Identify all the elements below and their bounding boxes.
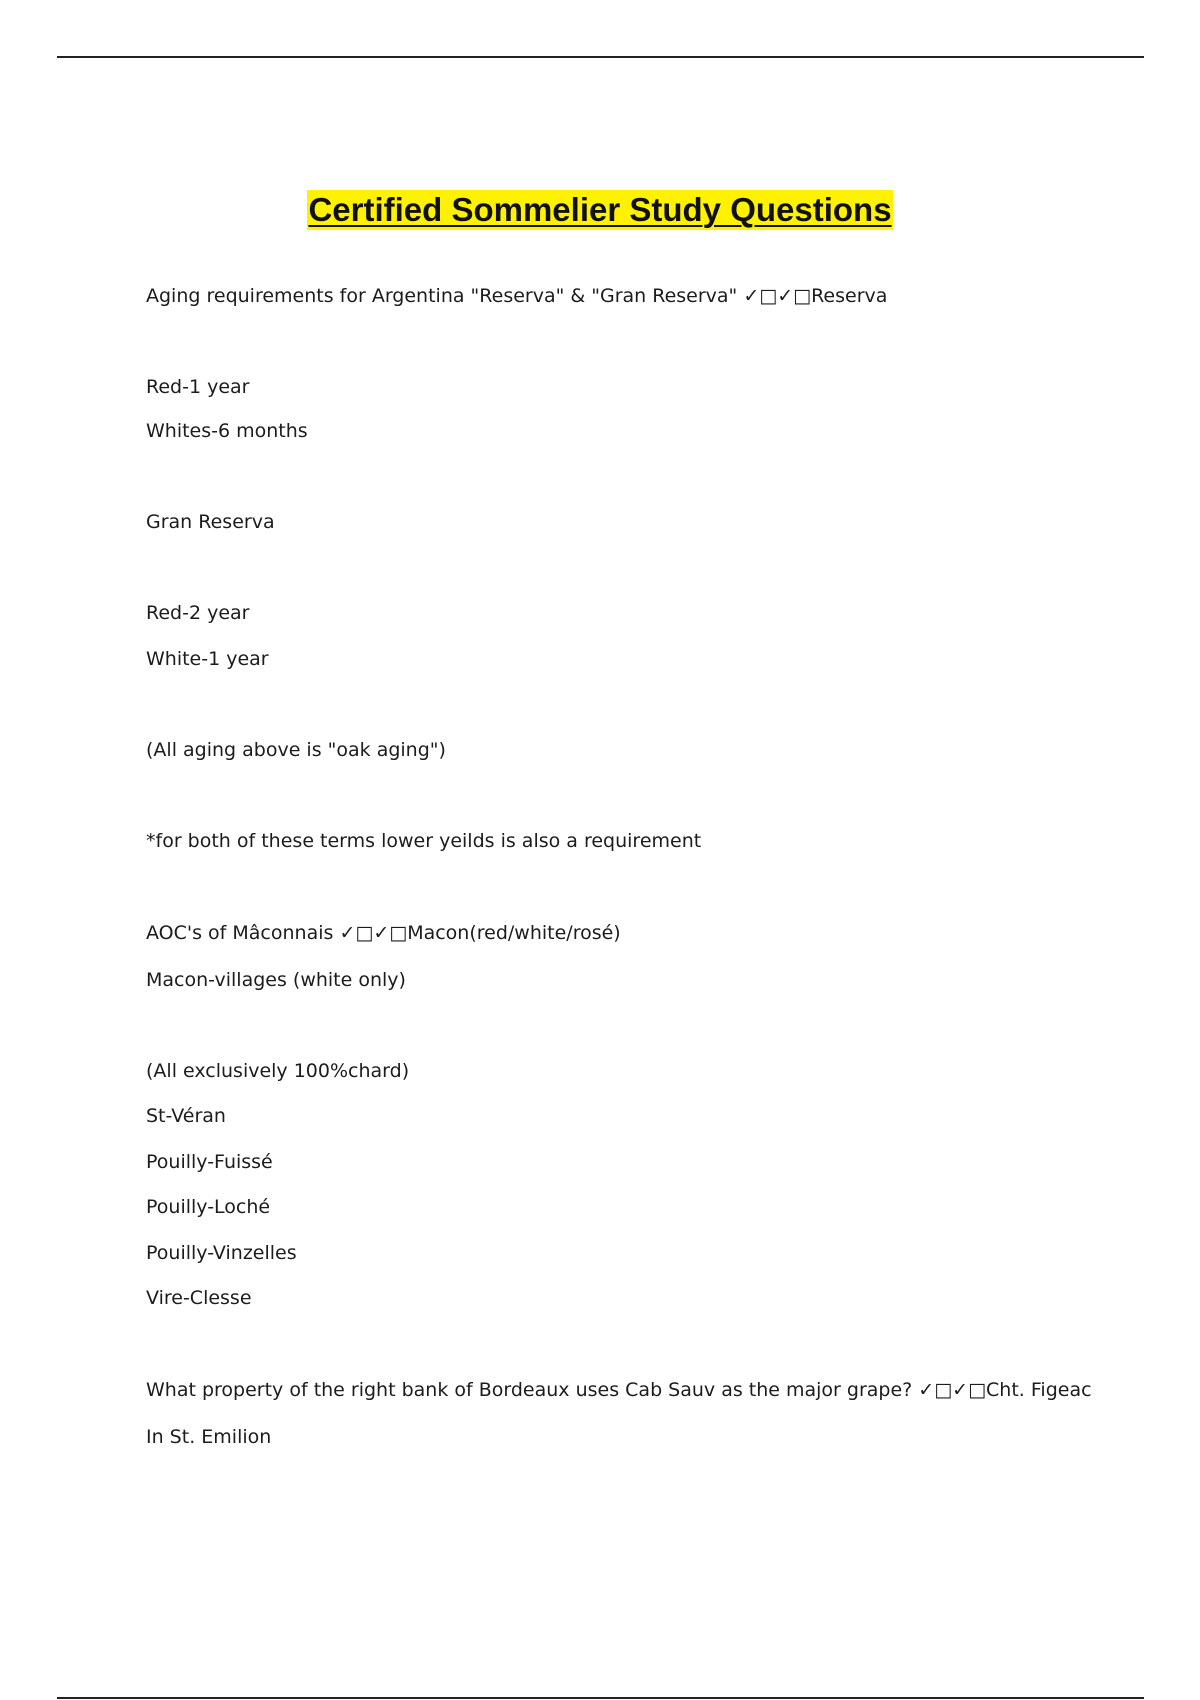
text-line: Vire-Clesse	[146, 1287, 252, 1309]
text-line: Pouilly-Loché	[146, 1196, 271, 1218]
question-argentina-aging: Aging requirements for Argentina "Reserva" & "Gran Reserva" ✓□✓□Reserva	[146, 285, 888, 307]
text-line: White-1 year	[146, 648, 269, 670]
text-line: (All aging above is "oak aging")	[146, 739, 446, 761]
footer-rule	[57, 1697, 1144, 1699]
text-line: Pouilly-Vinzelles	[146, 1242, 297, 1264]
text-line: Red-2 year	[146, 602, 250, 624]
document-title: Certified Sommelier Study Questions	[308, 191, 892, 228]
text-line: *for both of these terms lower yeilds is also a requirement	[146, 830, 702, 852]
question-bordeaux-cab-sauv: What property of the right bank of Bordeaux uses Cab Sauv as the major grape? ✓□✓□Cht. Figeac	[146, 1379, 1092, 1401]
text-line: Red-1 year	[146, 376, 250, 398]
text-line: (All exclusively 100%chard)	[146, 1060, 410, 1082]
text-line: St-Véran	[146, 1105, 226, 1127]
text-line: Gran Reserva	[146, 511, 275, 533]
text-line: Pouilly-Fuissé	[146, 1151, 273, 1173]
header-rule	[57, 56, 1144, 58]
text-line: In St. Emilion	[146, 1426, 272, 1448]
title-container	[0, 190, 1200, 230]
text-line: Whites-6 months	[146, 420, 308, 442]
text-line: Macon-villages (white only)	[146, 969, 406, 991]
question-maconnais-aoc: AOC's of Mâconnais ✓□✓□Macon(red/white/rosé)	[146, 922, 621, 944]
